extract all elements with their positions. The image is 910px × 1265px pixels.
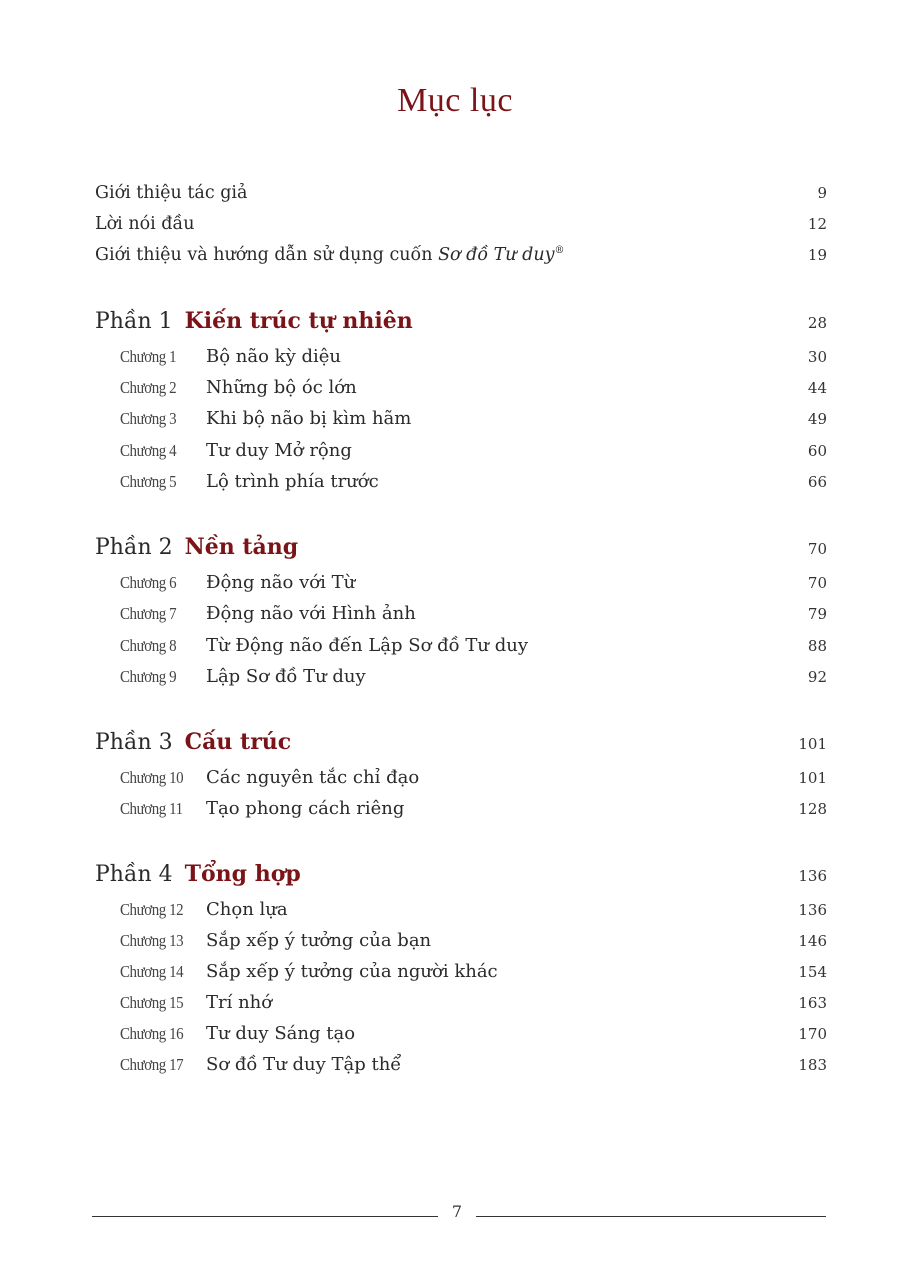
- toc-chapter[interactable]: [120, 603, 827, 631]
- toc-page-number: 12: [807, 215, 827, 233]
- chapter-title: Động não với Hình ảnh: [206, 603, 416, 624]
- toc-chapter[interactable]: [120, 346, 827, 374]
- toc-chapter[interactable]: [120, 992, 827, 1020]
- chapter-label: Chương 14: [120, 962, 184, 981]
- chapter-label: Chương 15: [120, 993, 184, 1012]
- chapter-label: Chương 7: [120, 604, 177, 623]
- toc-page-number: 30: [807, 348, 827, 366]
- toc-chapter[interactable]: [120, 666, 827, 694]
- chapter-title: Chọn lựa: [206, 899, 288, 920]
- chapter-title: Trí nhớ: [206, 992, 273, 1013]
- toc-entry-intro[interactable]: [95, 214, 827, 242]
- chapter-label: Chương 2: [120, 378, 177, 397]
- chapter-label: Chương 3: [120, 409, 177, 428]
- chapter-title: Tư duy Sáng tạo: [206, 1023, 356, 1044]
- chapter-label: Chương 17: [120, 1055, 184, 1074]
- toc-page-number: 79: [807, 605, 827, 623]
- toc-chapter[interactable]: [120, 767, 827, 795]
- toc-page-number: 60: [807, 442, 827, 460]
- toc-chapter[interactable]: [120, 440, 827, 468]
- chapter-label: Chương 8: [120, 636, 177, 655]
- chapter-title: Động não với Từ: [206, 572, 356, 593]
- chapter-label: Chương 12: [120, 900, 184, 919]
- chapter-label: Chương 13: [120, 931, 184, 950]
- toc-entry-intro[interactable]: [95, 245, 827, 273]
- toc-page-number: 183: [798, 1056, 827, 1074]
- part-label: Phần 1: [95, 309, 173, 334]
- page-title: Mục lục: [397, 82, 513, 119]
- part-title: Tổng hợp: [184, 861, 301, 887]
- toc-part[interactable]: [95, 729, 827, 757]
- toc-page-number: 9: [817, 184, 827, 202]
- toc-page-number: 70: [807, 540, 827, 558]
- toc-chapter[interactable]: [120, 471, 827, 499]
- toc-entry-title-italic: Sơ đồ Tư duy: [438, 245, 555, 265]
- chapter-title: Tư duy Mở rộng: [206, 440, 352, 461]
- toc-page-number: 88: [807, 637, 827, 655]
- footer-rule-right: [476, 1216, 826, 1217]
- part-title: Cấu trúc: [184, 729, 292, 755]
- part-title: Kiến trúc tự nhiên: [184, 308, 413, 334]
- toc-page-number: 19: [807, 246, 827, 264]
- toc-page-number: 101: [798, 769, 827, 787]
- toc-entry-title: [95, 245, 808, 265]
- toc-part[interactable]: [95, 534, 827, 562]
- toc-page-number: 70: [807, 574, 827, 592]
- chapter-title: Khi bộ não bị kìm hãm: [206, 408, 412, 429]
- chapter-title: Bộ não kỳ diệu: [206, 346, 341, 367]
- part-label: Phần 3: [95, 730, 173, 755]
- toc-page-number: 146: [798, 932, 827, 950]
- toc-page-number: 49: [807, 410, 827, 428]
- toc-page-number: 136: [798, 867, 827, 885]
- toc-entry-intro[interactable]: [95, 183, 827, 211]
- toc-page-number: 128: [798, 800, 827, 818]
- chapter-title: Lập Sơ đồ Tư duy: [206, 666, 366, 687]
- chapter-title: Tạo phong cách riêng: [206, 798, 405, 819]
- registered-mark: ®: [554, 245, 565, 257]
- chapter-label: Chương 11: [120, 799, 183, 818]
- toc-chapter[interactable]: [120, 635, 827, 663]
- toc-page-number: 92: [807, 668, 827, 686]
- toc-chapter[interactable]: [120, 961, 827, 989]
- toc-page-number: 136: [798, 901, 827, 919]
- chapter-label: Chương 4: [120, 441, 177, 460]
- part-title: Nền tảng: [184, 534, 299, 560]
- toc-entry-title-plain: Giới thiệu và hướng dẫn sử dụng cuốn: [95, 245, 439, 265]
- footer-rule-left: [92, 1216, 438, 1217]
- toc-part[interactable]: [95, 308, 827, 336]
- toc-chapter[interactable]: [120, 377, 827, 405]
- toc-entry-title: Lời nói đầu: [95, 214, 195, 234]
- toc-page-number: 44: [807, 379, 827, 397]
- footer-page-number: 7: [451, 1202, 463, 1221]
- toc-chapter[interactable]: [120, 899, 827, 927]
- chapter-title: Sắp xếp ý tưởng của người khác: [206, 961, 498, 982]
- toc-chapter[interactable]: [120, 1023, 827, 1051]
- toc-chapter[interactable]: [120, 1054, 827, 1082]
- part-label: Phần 4: [95, 862, 173, 887]
- chapter-label: Chương 1: [120, 347, 177, 366]
- chapter-label: Chương 10: [120, 768, 184, 787]
- chapter-title: Lộ trình phía trước: [206, 471, 379, 492]
- toc-page-number: 154: [798, 963, 827, 981]
- toc-page-number: 66: [807, 473, 827, 491]
- toc-page-number: 101: [798, 735, 827, 753]
- toc-page-number: 28: [807, 314, 827, 332]
- chapter-title: Từ Động não đến Lập Sơ đồ Tư duy: [206, 635, 528, 656]
- chapter-title: Các nguyên tắc chỉ đạo: [206, 767, 420, 788]
- toc-chapter[interactable]: [120, 930, 827, 958]
- toc-page-number: 170: [798, 1025, 827, 1043]
- toc-chapter[interactable]: [120, 572, 827, 600]
- chapter-label: Chương 5: [120, 472, 177, 491]
- chapter-label: Chương 6: [120, 573, 177, 592]
- toc-part[interactable]: [95, 861, 827, 889]
- chapter-label: Chương 16: [120, 1024, 184, 1043]
- toc-chapter[interactable]: [120, 798, 827, 826]
- part-label: Phần 2: [95, 535, 173, 560]
- toc-chapter[interactable]: [120, 408, 827, 436]
- chapter-title: Sơ đồ Tư duy Tập thể: [206, 1054, 402, 1075]
- chapter-title: Sắp xếp ý tưởng của bạn: [206, 930, 432, 951]
- toc-page-number: 163: [798, 994, 827, 1012]
- toc-entry-title: Giới thiệu tác giả: [95, 183, 248, 203]
- chapter-title: Những bộ óc lớn: [206, 377, 357, 398]
- chapter-label: Chương 9: [120, 667, 177, 686]
